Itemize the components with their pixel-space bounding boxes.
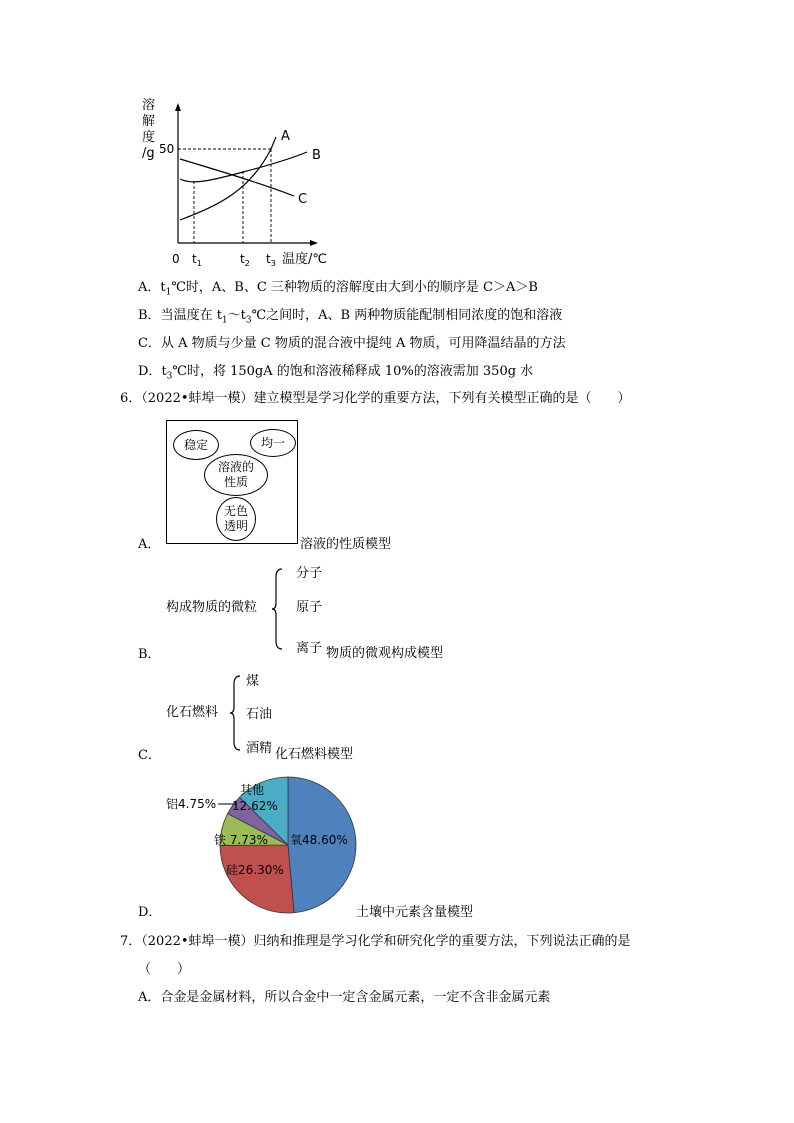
pie-slice-1 <box>220 845 294 913</box>
q6-c-item-3: 酒精 <box>246 741 273 756</box>
q7-paren: （ ） <box>138 962 191 977</box>
bubble-uniform: 均一 <box>250 429 296 457</box>
y-label-4: /g <box>142 146 155 161</box>
q6-b-bracket <box>272 567 284 651</box>
bottom-line-1: 无色 <box>223 504 248 518</box>
q7-option-a: A．合金是金属材料，所以合金中一定含金属元素，一定不含非金属元素 <box>138 990 551 1005</box>
y-label-3: 度 <box>142 130 156 145</box>
curve-b <box>180 152 307 182</box>
curve-label-b: B <box>312 148 321 163</box>
y-tick-50: 50 <box>159 142 175 156</box>
q6-b-caption: 物质的微观构成模型 <box>326 646 444 661</box>
origin-label: 0 <box>172 252 180 266</box>
y-label-1: 溶 <box>142 98 156 113</box>
x-tick-t2: $t_2$ <box>240 252 250 268</box>
q6-c-root: 化石燃料 <box>166 705 219 720</box>
x-tick-t3: $t_3$ <box>266 252 276 268</box>
pie-label-oxygen: 氧48.60% <box>290 833 348 847</box>
center-line-1: 溶液的 <box>217 460 254 474</box>
q6-c-item-1: 煤 <box>246 674 260 689</box>
x-axis-arrow <box>310 240 318 246</box>
center-line-2: 性质 <box>223 475 248 489</box>
pie-label-silicon: 硅26.30% <box>226 863 284 877</box>
curve-label-a: A <box>281 129 290 144</box>
q6-a-box <box>166 420 298 544</box>
pie-label-other-name: 其他 <box>240 783 265 797</box>
q5-option-a: A．$t_1℃$时，A、B、C 三种物质的溶解度由大到小的顺序是 C＞A＞B <box>138 280 538 298</box>
x-label: 温度/℃ <box>282 252 327 267</box>
q5-option-c: C．从 A 物质与少量 C 物质的混合液中提纯 A 物质，可用降温结晶的方法 <box>138 336 566 351</box>
solubility-graph <box>130 95 340 275</box>
q6-c-bracket <box>230 674 242 752</box>
q6-c-item-2: 石油 <box>246 707 273 722</box>
bottom-line-2: 透明 <box>223 519 248 533</box>
q5-option-b: B．当温度在 $t_1\sim t_3℃$之间时，A、B 两种物质能配制相同浓度的饱和溶液 <box>138 308 563 326</box>
pie-label-iron: 铁 7.73% <box>214 833 268 847</box>
q7-stem: 7．（2022•蚌埠一模）归纳和推理是学习化学和研究化学的重要方法，下列说法正确的是 <box>120 934 631 949</box>
q6-stem: 6．（2022•蚌埠一模）建立模型是学习化学的重要方法，下列有关模型正确的是（ ） <box>120 391 631 406</box>
q5-option-d: D．$t_3℃$时，将 150gA 的饱和溶液稀释成 10%的溶液需加 350g 水 <box>138 364 534 382</box>
curve-label-c: C <box>298 192 308 207</box>
pie-label-aluminium: 铝4.75% <box>166 797 217 811</box>
y-axis-arrow <box>175 103 181 111</box>
q6-b-item-3: 离子 <box>296 641 323 656</box>
bubble-colorless-transparent <box>216 497 256 541</box>
q6-c-letter: C． <box>138 748 161 763</box>
q6-a-caption: 溶液的性质模型 <box>300 537 392 552</box>
pie-label-other-value: 12.62% <box>232 799 278 813</box>
q6-d-letter: D． <box>138 905 162 920</box>
q6-d-caption: 土壤中元素含量模型 <box>356 905 474 920</box>
q6-c-caption: 化石燃料模型 <box>275 747 354 762</box>
q6-a-letter: A． <box>138 537 161 552</box>
y-label-2: 解 <box>142 114 156 129</box>
x-tick-t1: $t_1$ <box>192 252 202 268</box>
bubble-solution-properties <box>204 454 268 496</box>
q6-b-item-2: 原子 <box>296 600 323 615</box>
bubble-stable: 稳定 <box>173 430 219 460</box>
q6-b-letter: B． <box>138 647 161 662</box>
q6-b-item-1: 分子 <box>296 566 323 581</box>
q6-b-root: 构成物质的微粒 <box>166 600 258 615</box>
soil-element-pie-chart <box>160 770 370 920</box>
